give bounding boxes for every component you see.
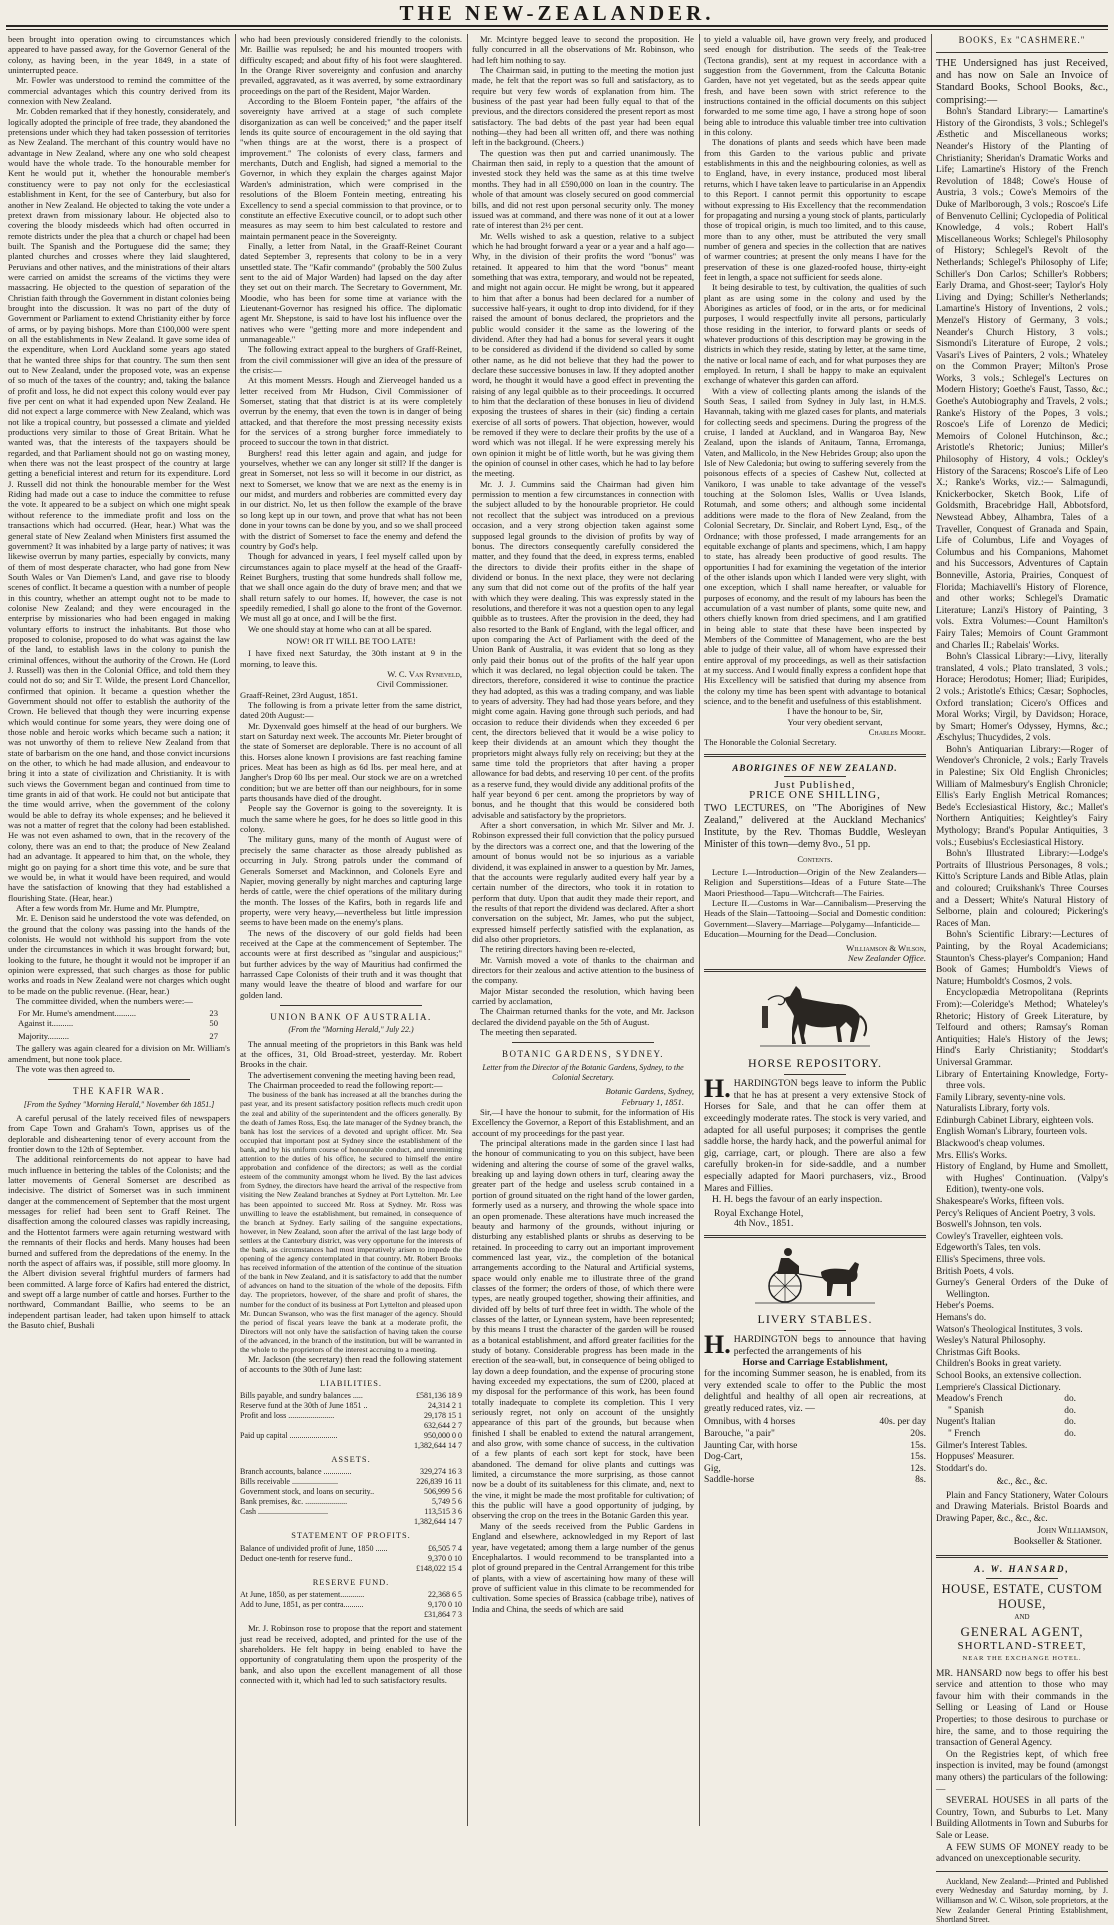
section-title: UNION BANK OF AUSTRALIA. xyxy=(270,1011,432,1022)
ad-text: A FEW SUMS OF MONEY ready to be advanced on unexceptionable security. xyxy=(936,1842,1108,1865)
divider xyxy=(48,1079,190,1080)
division-table xyxy=(18,1008,218,1041)
article-text: The following is from a private letter from the same district, dated 20th August:— xyxy=(240,700,462,721)
ad-text: MR. HANSARD now begs to offer his best service and attention to those who may favour him with their commands in the Selling or Leasing of Land or House Properties; to those desirous to purchase or hire, the same, and to those requiring the transaction of General Agency. xyxy=(936,1668,1108,1749)
article-text: The following extract appeal to the burghers of Graff-Reinet, from the civil commissioner will give an idea of the pressure of the crisis:— xyxy=(240,344,462,375)
article-text: The Chairman returned thanks for the vote, and Mr. Jackson declared the dividend payable on the 5th of August. xyxy=(472,1006,694,1027)
letter-closing: I have the honour to be, Sir, xyxy=(787,706,883,717)
ad-text: On the Registries kept, of which free inspection is invited, may be found (amongst many others) the particulars of the following:— xyxy=(936,1749,1108,1795)
column-3 xyxy=(472,34,694,1824)
ad-title: A. W. HANSARD, xyxy=(974,1563,1070,1574)
rate-row: Jaunting Car, with horse 15s. xyxy=(704,1439,926,1451)
table-row: Deduct one-tenth for reserve fund.. 9,370 0 10 xyxy=(240,1553,462,1563)
ad-text: for the incoming Summer season, he is enabled, from its very extended scale to offer to the Public the most delightful and healthy of all open air recreations, at greatly reduced rates, viz. — xyxy=(704,1367,926,1414)
article-text: Major Mistar seconded the resolution, which having been carried by acclamation, xyxy=(472,985,694,1006)
ad-text: H. HARDINGTON begs to announce that having perfected the arrangements of his xyxy=(704,1330,926,1360)
dropcap: H. xyxy=(704,1074,731,1104)
divider xyxy=(986,1578,1058,1579)
dropcap: H. xyxy=(704,1330,731,1360)
article-text: The annual meeting of the proprietors in this Bank was held at the offices, 31, Old Broad-street, yesterday. Mr. Robert Brooks in the chair. xyxy=(240,1038,462,1070)
article-text: The vote was then agreed to. xyxy=(16,1064,115,1074)
signature-title: Civil Commissioner. xyxy=(376,679,448,690)
assets-table xyxy=(240,1467,462,1527)
article-text: Mr. Fowler was understood to remind the committee of the commercial advantages which this country derived from its connexion with New Zealand. xyxy=(8,75,230,107)
article-text: According to the Bloem Fontein paper, "the affairs of the sovereignty have arrived at a stage of such complete disorganization as can well be conceived;" and the paper itself lends its quite source of encouragement in the old saying that "when things are at the worst, there is a prospect of improvement." The colonists of every class, farmers and merchants, Dutch and English, had signed a memorial to the Governor, in which they explain the charges against Major Warden's administration, which were comprised in the resolutions of the Bloem Fontein meeting, entreating his Excellency to send a special commission to that province, or to constitute an effective Executive council, or to adopt such other measures as may seem to him best calculated to restore and maintain permanent peace in the Sovereignty. xyxy=(240,96,462,241)
ad-text: Lecture II.—Customs in War—Cannibalism—Preserving the Heads of the Slain—Tattooing—Social and Domestic condition: Government—Slavery—Marriage—Polygamy—Infanticide—Education—Mourning for the Dead—Conclusion. xyxy=(704,898,926,940)
article-text: The Chairman proceeded to read the following report:— xyxy=(248,1080,443,1091)
table-row: Reserve fund at the 30th of June 1851 .. 24,314 2 1 xyxy=(240,1401,462,1411)
article-text: Mr. Dyxenvald goes himself at the head of our burghers. We start on Saturday next week. The accounts Mr. Pieter brought of the state of Somerset are deplorable. There is no account of all this. Horses alone known I provisions are fast reaching famine prices. Meat has been as high as 6d lbs. per meal here, and at Jangher's Drop 60 lbs per meal. Our stock we are on a wretched condition; but we are better off than our neighbours, for in some parts thousands have died of the drought. xyxy=(240,720,462,804)
column-divider xyxy=(699,34,700,1826)
column-4 xyxy=(704,34,926,1824)
list-item: Percy's Reliques of Ancient Poetry, 3 vols. xyxy=(936,1208,1096,1219)
ad-text: Lecture I.—Introduction—Origin of the New Zealanders—Religion and Superstitions—Ideas of a Future State—The Maori Priesthood—Tapu—Witchcraft—The Fairies. xyxy=(704,867,926,898)
article-text: Burghers! read this letter again and again, and judge for yourselves, whether we can any longer sit still? If the danger is great in Somerset, not less so will it become in our district, as next to Somerset, we know that we are next as the enemy is in our midst, and murders and robberies are committed every day in our district. No, let us then follow the example of the brave so long kept up in our town, and prove that what has not been done in your towns can be done by you, and so we shall proceed with the district of Somerset to face the enemy and defend the country by God's help. xyxy=(240,447,462,551)
article-text: A careful perusal of the lately received files of newspapers from Cape Town and Graham's Town, apprises us of the deplorable and disheartening tenor of every account from the frontier down to the 12th of September. xyxy=(8,1113,230,1155)
article-text: The gallery was again cleared for a division on Mr. William's amendment, but none took place. xyxy=(8,1043,230,1064)
proclamation: NOW! OR IT WILL BE TOO LATE! xyxy=(286,635,416,646)
ad-heading: SHORTLAND-STREET, xyxy=(957,1640,1087,1653)
list-item: Boswell's Johnson, ten vols. xyxy=(936,1220,1042,1231)
article-text: I have fixed next Saturday, the 30th instant at 9 in the morning, to leave this. xyxy=(240,648,462,669)
article-text: Though for advanced in years, I feel myself called upon by circumstances again to place myself at the head of the Graaff-Reinet Burghers, trusting that some hundreds shall follow me, that we shall once again do the duty of brave men; and that we shall return safely to our homes. If, however, the case is not speedily remedied, I shall go alone to the front of the Governor. We must all go at once, and I will be the first. xyxy=(240,551,462,624)
divider xyxy=(784,1074,846,1075)
rates-table xyxy=(704,1416,926,1486)
section-source: [From the Sydney "Morning Herald," November 6th 1851.] xyxy=(23,1099,215,1109)
table-row: Add to June, 1851, as per contra.......... 9,170 0 10 xyxy=(240,1600,462,1610)
table-row: Bills receivable ....................... 226,839 16 11 xyxy=(240,1477,462,1487)
masthead: THE NEW-ZEALANDER. xyxy=(399,1,715,25)
list-item: Shakespeare's Works, fifteen vols. xyxy=(936,1197,1065,1208)
rate-row: Barouche, "a pair" 20s. xyxy=(704,1427,926,1439)
article-text: The meeting then separated. xyxy=(480,1027,577,1037)
article-text: Mr. J. Robinson rose to propose that the report and statement just read be received, adopted, and printed for the use of the shareholders. He felt happy in being enabled to have the opportunity of congratulating them upon the prosperity of the bank, and also upon the excellent management of all those connected with it, which had led to such satisfactory results. xyxy=(240,1623,462,1685)
rate-row: Gig, 12s. xyxy=(704,1462,926,1474)
column-1 xyxy=(8,34,230,1824)
ad-text: H. H. begs the favour of an early inspection. xyxy=(712,1194,883,1206)
list-item: British Poets, 4 vols. xyxy=(936,1266,1014,1277)
horse-illustration xyxy=(760,978,870,1050)
list-item: Hemans's do. xyxy=(936,1312,987,1323)
ad-title: HORSE REPOSITORY. xyxy=(748,1056,882,1071)
table-row: Branch accounts, balance .............. 329,274 16 3 xyxy=(240,1467,462,1477)
article-text: It being desirable to test, by cultivation, the qualities of such plant as are using some in the colony and used by the Aborigines as articles of food, or in the arts, or for medicinal purposes, I would respectfully invite all persons, particularly those residing in the interior, to forward plants or seeds of whatever productions of this description may be growing in the districts in which they reside, stating by letter, at the same time, the native or local name of each, and for what purposes they are employed. In return, I shall be happy to make an equivalent exchange of whatever this garden can afford. xyxy=(704,282,926,386)
list-item: Watson's Theological Institutes, 3 vols. xyxy=(936,1324,1083,1335)
divider xyxy=(784,1330,846,1331)
list-item: Christmas Gift Books. xyxy=(936,1347,1021,1358)
article-text: Mr. Cobden remarked that if they honestly, considerately, and logically adopted the principle of free trade, they abandoned the pretensions under which they had taken possession of territories as New Zealand. The merchant of this country would have no advantage in New Zealand, where any one who sold cheapest would have the whole trade. To the honourable member for Kent he would put it, whether the honourable member's constituency were to pay not only for the ecclesiastical establishment in Kent, for the see of Canterbury, but also for another in New Zealand. He objected to taking the vote under a pretext drawn from missionary labour. He objected also to covering the bloody misdeeds which had often occurred in remote districts under the plea that a church or chapel had been built. The Spanish and the Portuguese did the same; they planted churches and crosses where they laid slaughtered, Peruvians and other natives, and the ministrations of their altars were carried on amidst the screams of the victims they were massacring. He objected to the question of separation of the Christian faith through the Government in distant colonies being brought into the discussion. It was no part of the duty of Government or Parliament to extend Christianity either by force of arms, or by paying bishops. More than £100,000 were spent on all the establishments in New Zealand. It gave some idea of the expenditure, when Lord Auckland some years ago stated that he wanted three ships for that country. The sum then sent out to New Zealand, under the proposed vote, was an expense of so much of the taxes of the country; and, taking the balance of profit and loss, he did not expect this colony would ever pay five per cent on what it had expended upon New Zealand. He did not expect a large commerce with New Zealand, which was not like a tropical country, but possessed a climate and yielded productions very similar to those of Great Britain. What he wanted was, that the interests of the taxpayers should be regarded, and that Parliament should not go on wasting money, when there was not the least prospect of the country at large getting a beneficial interest and return for its expenditure. Lord J. Russell did not think the honourable member for the West Riding had made out a case to induce the committee to refuse the vote. It appeared to be a subject on which one might speak without reference to the immediate profit and loss on the transactions which had occurred. (Hear, hear.) What was the general state of New Zealand when Ministers first assumed the government? It was inhabited by a large party of natives; it was likewise overrun by many parties, especially by convicts, many of them of most desperate character, who had gone from New South Wales or Van Diemen's Land, and gave rise to bloody scenes of conflict. It became a question with a number of people in this country, whether an attempt ought not to be made to colonise New Zealand; and they were encouraged in the enterprise by missionaries who had been engaged in making voluntary efforts to instruct the inhabitants. But those who proposed to colonise, proposed to do what was against the law of the land, to establish laws in the colony to punish the criminal offences, without the authority of the Crown. He (Lord J. Russell) was then in the Colonial Office, and told them they could not do so; and Sir T. Wilde, the present Lord Chancellor, confirmed that opinion. It became a question whether the Government should not offer to establish the authority of the Crown. He believed that though they were incurring expense which would continue for some years, they were doing one of those noble and heroic works which became such a nation; it was not unworthy of them to relieve New Zealand from that state of barbarism on the one hand, and those convict incursions on the other, to which he had made allusion, and endeavour to bring it into a state of civilization and Christianity. It is with such views the Government began and continued from time to time grants in aid of that work. He could not but anticipate that the time would arrive, when the government of the colony would be able to defray its whole expenses; and he believed it was not a matter of regret that the colony had been established. He was not even ashamed to own, that in the recovery of the colony, there was an end to that; the produce of New Zealand had an advantage. It appeared to him that, on the whole, they might go on paying for a short time this vote, and be sure that we would be, in what it would have been required, and would have the satisfaction of knowing that they had established a flourishing State. (Hear, hear.) xyxy=(8,106,230,903)
article-text: who had been previously considered friendly to the colonists. Mr. Baillie was repulsed; he and his mounted troopers with difficulty escaped; and about fifty of his foot were slaughtered. In the Orange River sovereignty and confusion and anarchy prevailed, aggravated, as it was averred, by some extraordinary proceedings on the part of the Resident, Major Warden. xyxy=(240,34,462,96)
article-text: The committee divided, when the numbers were:— xyxy=(16,995,193,1006)
dateline: Botanic Gardens, Sydney, xyxy=(605,1086,694,1097)
signature: W. C. Van Ryneveld, xyxy=(387,668,462,679)
ad-date: 4th Nov., 1851. xyxy=(734,1218,794,1230)
table-row: " Spanish do. xyxy=(948,1405,1076,1416)
table-title: LIABILITIES. xyxy=(319,1378,382,1388)
ad-subtitle: Just Published, xyxy=(774,779,856,792)
article-text: Mr. Jackson (the secretary) then read the following statement of accounts to the 30th of June last: xyxy=(240,1354,462,1375)
ad-heading: HOUSE, ESTATE, CUSTOM HOUSE, xyxy=(941,1582,1103,1612)
table-row: 632,644 2 7 xyxy=(424,1421,462,1431)
list-item: Wesley's Natural Philosophy. xyxy=(936,1336,1046,1347)
article-text: At this moment Messrs. Hough and Zierveogel handed us a letter received from Mr Hudson, Civil Commissioner of Somerset, stating that that district is at its were completely overrun by the enemy, that even the town is in danger of being attacked, and that therefore the most pressing necessity exists for the services of a strong burgher force immediately to proceed to succour the town in that district. xyxy=(240,375,462,448)
dateline: February 1, 1851. xyxy=(621,1096,684,1107)
profits-table xyxy=(240,1544,462,1574)
ad-title: BOOKS, Ex "CASHMERE." xyxy=(958,35,1086,45)
article-text: The Chairman said, in putting to the meeting the motion just made, he felt that the report was so full and satisfactory, as to require but very few words of explanation from him. The business of the past year had been fully equal to that of the previous, and the directors considered the present report as most satisfactory. The bad debts of the past year had been equal nothing—they had been all written off, and there was nothing left in the background. (Cheers.) xyxy=(472,65,694,148)
rate-row: Omnibus, with 4 horses 40s. per day xyxy=(704,1416,926,1428)
column-divider xyxy=(467,34,468,1826)
divider xyxy=(936,1871,1108,1872)
book-items xyxy=(936,1070,1108,1395)
list-item: Ellis's Specimens, three vols. xyxy=(936,1255,1046,1265)
reserve-table xyxy=(240,1590,462,1620)
section-source: (From the "Morning Herald," July 22.) xyxy=(288,1025,414,1035)
ad-text: THE Undersigned has just Received, and has now on Sale an Invoice of Standard Books, School Books, &c., comprising:— xyxy=(936,57,1108,106)
table-row: Government stock, and loans on security.. 506,999 5 6 xyxy=(240,1487,462,1497)
divider xyxy=(704,754,926,757)
article-text: The donations of plants and seeds which have been made from this Garden to the various public and private establishments in this and the neighbouring colonies, as well as to England, have, in every instance, produced most liberal returns, which I have taken leave to particularise in an Appendix to this Report. I cannot permit this opportunity to escape without expressing to His Excellency that the recommendation for propagating and nursing a young stock of plants, particularly those of tropical origin, is much too limited, and to this cause, more than to any other, must be attributed the very small number of genera and species in the collection that are natives of warmer countries; at present the only means I have for the preservation of these is one glazed-roofed house, thirty-eight feet in length, a space not sufficient for seeds alone. xyxy=(704,137,926,282)
article-text: Mr. Mcintyre begged leave to second the proposition. He fully concurred in all the observations of Mr. Robinson, who had left him nothing to say. xyxy=(472,34,694,65)
ad-text: H. HARDINGTON begs leave to inform the Public that he has at present a very extensive Stock of Horses for Sale, and that he can offer them at exceedingly moderate rates. The stock is very varied, and adapted for all useful purposes; it comprises the gentle saddle horse, the hardy hack, and the powerful animal for gig, carriage, cart, or plough. There are also a few carefully broken-in for side-saddle, and a number especially adapted for Maori purchasers, viz., Brood Mares and Fillies. xyxy=(704,1074,926,1194)
ad-text: SEVERAL HOUSES in all parts of the Country, Town, and Suburbs to Let. Many Building Allotments in Town and Suburbs for Sale or Lease. xyxy=(936,1796,1108,1841)
section-title: THE KAFIR WAR. xyxy=(72,1086,166,1097)
table-row: Bills payable, and sundry balances ..... £581,136 18 9 xyxy=(240,1391,462,1401)
letter-closing: Your very obedient servant, xyxy=(787,716,883,727)
carriage-illustration xyxy=(755,1244,875,1306)
article-text: Mr. J. J. Cummins said the Chairman had given him permission to mention a few circumstances in connection with the subject alluded to by the honourable proprietor. He could not recollect that the subject was introduced on a previous occasion, and a very strong objection taken against some supposed legal grounds to the division of profits by way of bonus. The directors consequently carefully considered the matter, and they found that the deed, in express terms, enabled the directors to divide their profits either in the shape of dividend or bonus. In the next place, they were not declaring any sum that did not come out of the profits of the half year with which they were dealing. This was expressly stated in the resolutions, and therefore it was not a question open to any legal quibble as to trustees. After the provision in the deed, they had also resorted to the Bank of England, with the legal officer, and upon comparing the Act of Parliament with the deed of the Union Bank of Australia, it was evident that so long as they only paid their bonus out of the profits of the half year upon which it was declared, no legal objection could be taken. The directors, therefore, considered it wise to continue the practice they had adopted, as this was a trading company, and was liable to years of adversity. They had had those years before, and they might come again. Having gone through such periods, and had occasion to reduce their dividends when they exceeded 6 per cent, the directors believed that it would be a wise policy to keep their dividends at an amount which they thought the proprietors might always fully rely on receiving; but they at the same time told the proprietors that after having a proper allowance for bad debts, and reserving 10 per cent. of the profits as a reserve fund, they would divide any additional profits of the half year beyond 6 per cent. among the proprietors by way of bonus, and he thought that this would be considered both advisable and satisfactory by the proprietors. xyxy=(472,478,694,820)
book-list: Bohn's Scientific Library:—Lectures of Painting, by the Royal Academicians; Staunton's Chess-player's Companion; Hand Book of Games; Humboldt's Views of Nature; Humboldt's Cosmos, 2 vols. xyxy=(936,930,1108,987)
list-item: Edgeworth's Tales, ten vols. xyxy=(936,1243,1041,1254)
article-text: People say the Governor is going to the sovereignty. It is much the same where he goes, for he does so little good in this colony. xyxy=(240,803,462,835)
table-row: Stoddart's do. xyxy=(936,1463,988,1474)
etc-line: &c., &c., &c. xyxy=(996,1477,1048,1488)
divider xyxy=(704,1235,926,1238)
publisher: Williamson & Wilson, xyxy=(846,942,926,953)
table-title: ASSETS. xyxy=(331,1455,371,1465)
article-text: Finally, a letter from Natal, in the Graaff-Reinet Courant dated September 3, represents that colony to be in a very unsettled state. The "Kafir commando" (probably the 500 Zulus sent to the aid of Major Warden) had lapsed on the day after they set out on their march. The Secretary to Government, Mr. Moodie, who has been for some time at variance with the Lieutenant-Governor has resigned his office. The diplomatic agent Mr. Shepstone, is said to have lost his influence over the natives who were "getting more and more independent and unmanageable." xyxy=(240,240,462,344)
table-row: Balance of undivided profit of June, 1850 ...... £6,505 7 4 xyxy=(240,1543,462,1553)
section-source: Letter from the Director of the Botanic Gardens, Sydney, to the Colonial Secretary. xyxy=(482,1062,684,1083)
contents-heading: Contents. xyxy=(797,853,833,864)
article-text: We one should stay at home who can at all be spared. xyxy=(248,623,432,634)
column-2 xyxy=(240,34,462,1824)
division-row: Against it.......... 50 xyxy=(18,1018,218,1029)
divider xyxy=(280,1005,422,1006)
addressee: The Honorable the Colonial Secretary. xyxy=(704,737,837,748)
column-5 xyxy=(936,34,1108,1925)
article-text: The news of the discovery of our gold fields had been received at the Cape at the commencement of September. The accounts were at first described as "singular and auspicious;" but further advices by the way of Mauritius had confirmed the harrassed Cape Colonists of their truth and it was thought that many would leave the theatre of blood and warfare for our golden land. xyxy=(240,927,462,1000)
article-text: After a few words from Mr. Hume and Mr. Plumptre, xyxy=(16,902,200,913)
list-item: English Woman's Library, fourteen vols. xyxy=(936,1127,1088,1138)
book-list: Bohn's Classical Library:—Livy, literally translated, 4 vols.; Plato translated, 3 vols.; Horace; Herodotus; Homer; Iliad; Euripides, 2 vols.; Aristotle's Ethics; Cæsar; Sophocles, Oxford translation; Cicero's Offices and Moral Works; Virgil, by Davidson; Horace, by Smart; Homer's Odyssey, Hymns, &c.; Æschylus; Thucydides, 2 vols. xyxy=(936,652,1108,744)
book-list: Encyclopædia Metropolitana (Reprints From):—Coleridge's Method; Whateley's Rhetoric; History of Greek Literature, by Telfourd and others; Ramsay's Roman Antiquities; Hale's History of the Jews; Hind's Early Christianity; Stoddart's Universal Grammar. xyxy=(936,988,1108,1068)
list-item: School Books, an extensive collection. xyxy=(936,1370,1082,1381)
article-text: Many of the seeds received from the Public Gardens in England and elsewhere, acknowledged in my Report of last year, have vegetated; among them a large number of the genus Encephalartos. I would recommend to be transplanted into a plot of ground prepared in the Central Arrangement for this tribe of plants, with a view of ascertaining how many of these will prove of sufficient value in this climate to be recommended for cultivation. Some species of Brassica (cabbage tribe), natives of India and China, the seeds of which are said xyxy=(472,1520,694,1614)
list-item: Children's Books in great variety. xyxy=(936,1359,1062,1370)
signature-title: Bookseller & Stationer. xyxy=(1013,1537,1102,1548)
imprint: Auckland, New Zealand:—Printed and Published every Wednesday and Saturday morning, by J. Williamson and W. C. Wilson, sole proprietors, at the New Zealander General Printing Establishment, Shortland Street. xyxy=(936,1876,1108,1925)
list-item: Blackwood's cheap volumes. xyxy=(936,1139,1045,1150)
section-title: BOTANIC GARDENS, SYDNEY. xyxy=(501,1049,665,1060)
table-row: Nugent's Italian do. xyxy=(936,1417,1076,1428)
article-text: to yield a valuable oil, have grown very freely, and produced seed enough for distribution. The seeds of the Teak-tree (Tectona grandis), sent at my request in accordance with a suggestion from the Government, from the Calcutta Botanic Garden, have not yet vegetated, but as the seeds appear quite fresh, and have been sown with strict reference to the instructions contained in the official documents on this subject forwarded to me some time ago, I have a strong hope of soon being able to introduce this valuable timber tree into cultivation in this colony. xyxy=(704,34,926,138)
article-text: The retiring directors having been re-elected, xyxy=(480,944,636,955)
book-list: Bohn's Standard Library:— Lamartine's History of the Girondists, 3 vols.; Schlegel's Æsthetic and Miscellaneous works; Neander's History of the Planting of Christianity; Sheridan's Dramatic Works and Life; Lamartine's History of the French Revolution of 1848; Cowe's House of Austria, 3 vols.; Cowe's Memoirs of the Duke of Marlborough, 3 vols.; Roscoe's Life of Benvenuto Cellini; Cyclopedia of Political Knowledge, 4 vols.; Robert Hall's Miscellaneous Works; Schlegel's Philosophy of History; Schlegel's Revolt of the Netherlands; Schlegel's Philosophy of Life; Schiller's Don Carlos; Schiller's Robbers; Early Drama, and Ghost-seer; Taylor's Holy Living and Dying; Schiller's Netherlands; Lamartine's History of Inventions, 2 vols.; Menzel's History of Germany, 3 vols.; Neander's Church History, 3 vols.; Sismondi's Literature of Europe, 2 vols.; Vasari's Lives of Painters, 2 vols.; Whateley on the Common Prayer; Milton's Prose Works, 3 vols.; Schlegel's Lectures on Modern History; Goethe's Faust, Tasso, &c.; Goethe's Autobiography and Travels, 2 vols.; Ranke's History of the Popes, 3 vols.; Roscoe's Life of Lorenzo de Medici; Memoirs of Colonel Hutchinson, &c.; Aristotle's Rhetoric; Junius; Miller's Philosophy of History, 4 vols.; Ockley's History of the Saracens; Roscoe's Life of Leo X.; Ranke's Works, viz.:— Salmagundi, Knickerbocker, Sketch Book, Life of Goldsmith, Bracebridge Hall, Abbotsford, Newstead Abbey, Alhambra, Tales of a Traveller, Conquest of Granada and Spain, Life of Columbus, Life and Voyages of Columbus and his Companions, Mahomet and his Successors, Adventures of Captain Bonneville, Astoria, Prairies, Conquest of Florida; Machiavelli's History of Florence, and other works; Schlegel's Dramatic Literature; Lanzi's History of Painting, 3 vols. Extra Volumes:—Count Hamilton's Fairy Tales; Memoirs of Count Grammont and Charles II.; Rabelais' Works. xyxy=(936,107,1108,651)
table-title: RESERVE FUND. xyxy=(312,1577,390,1587)
table-row: 1,382,644 14 7 xyxy=(414,1441,462,1451)
list-item: Mrs. Ellis's Works. xyxy=(936,1150,1008,1161)
article-text: Mr. Wells wished to ask a question, relative to a subject which he had brought forward a year or a year and a half ago—Why, in the division of their profits the word "bonus" was retained. It appeared to him that the word "bonus" meant something that was extra, temporary, and would not be repeated, and might not again occur. He might be wrong, but it appeared to him that after a bonus had been declared for a number of successive half-years, it ought to drop into dividend, for if they raised the amount of bonus declared, the proprietors and the public would consider it the same as the lowering of the dividend. After they had had a bonus for several years it ought to be considered as dividend if the dividend so called by some other name, as he did not believe that they had the power to declare these successive bonuses in law. If they adopted another word, he thought it would have a good effect in preventing the raising of any legal quibble as to their proceedings. It occurred to him that the declaration of these bonuses in lieu of dividend exposing the trustees of shares in their (sic) finding a certain exercise of all sorts of powers. That objection, however, would be removed if they were to declare their profits by the use of a word which was not illegal. If he were expressing merely his own opinion it might be of little worth, but he was giving them the opinion of counsel in other cases, which he had to lay before the meeting. xyxy=(472,230,694,479)
list-item: Edinburgh Cabinet Library, eighteen vols. xyxy=(936,1115,1094,1126)
article-text: The military guns, many of the month of August were of precisely the same character as those already published as occurring in July. Strong patrols under the command of Generals Somerset and Mackinnon, and Colonels Eyre and Napier, moving generally by night marches and capturing large herds of cattle, were the chief operations of the military during the month. The losses of the Kafirs, both in regards life and property, were very heavy,—nevertheless but little impression seems to have been made on the enemy's plans. xyxy=(240,834,462,928)
ad-location: NEAR THE EXCHANGE HOTEL. xyxy=(962,1655,1082,1663)
column-divider xyxy=(235,34,236,1826)
list-item: Naturalists Library, forty vols. xyxy=(936,1104,1050,1115)
article-text: been brought into operation owing to circumstances which appeared to have passed away, for the Governor General of the colony, as having been, in the year 1849, in a state of uninterrupted peace. xyxy=(8,34,230,76)
table-row: " French do. xyxy=(948,1428,1076,1439)
table-row: Gilmer's Interest Tables. xyxy=(936,1440,1028,1451)
table-title: STATEMENT OF PROFITS. xyxy=(291,1531,411,1541)
masthead-rule-thin xyxy=(6,29,1108,30)
column-divider xyxy=(931,34,932,1826)
table-row: £148,022 15 4 xyxy=(416,1563,462,1573)
list-item: Lempriere's Classical Dictionary. xyxy=(936,1382,1061,1393)
article-text: Mr. Varnish moved a vote of thanks to the chairman and directors for their zealous and active attention to the business of the company. xyxy=(472,954,694,986)
divider xyxy=(784,776,846,777)
ad-heading: GENERAL AGENT, xyxy=(960,1624,1084,1640)
article-text: After a short conversation, in which Mr. Silver and Mr. J. Robinson expressed their full conviction that the policy pursued by the directors was a correct one, and that the lowering of the amount of bonus would not be so injurious as a variable dividend, it was explained in answer to a question by Mr. James, that the accounts were regularly audited every half year by a certain number of the directors, who took it in rotation to perform that duty. Upon that audit they made their report, and the results of that report the dividend was declared. After a short conversation on the subject, Mr. James, who put the subject, expressed himself perfectly satisfied with the explanation, as did also other proprietors. xyxy=(472,820,694,944)
ad-title: LIVERY STABLES. xyxy=(757,1312,873,1327)
table-row: Bank premises, &c. ..................... 5,749 5 6 xyxy=(240,1497,462,1507)
article-text: The advertisement convening the meeting having been read, xyxy=(248,1069,456,1080)
dictionary-table xyxy=(936,1394,1076,1475)
ad-title: ABORIGINES OF NEW ZEALAND. xyxy=(732,762,898,773)
table-row: Meadow's French do. xyxy=(936,1394,1076,1405)
ad-price: PRICE ONE SHILLING, xyxy=(749,789,881,802)
rate-row: Saddle-horse 8s. xyxy=(704,1474,926,1486)
publisher-office: New Zealander Office. xyxy=(847,952,926,963)
divider xyxy=(936,52,1108,53)
list-item: Family Library, seventy-nine vols. xyxy=(936,1092,1066,1103)
table-row: At June, 1850, as per statement............ 22,368 6 5 xyxy=(240,1590,462,1600)
signature: Charles Moore. xyxy=(868,727,926,738)
signature: John Williamson, xyxy=(1037,1525,1108,1536)
article-text: The question was then put and carried unanimously. The Chairman then said, in reply to a question that the amount of invested stock they held was the same as at this time twelve months. They had in all £590,000 on loan in the country. The whole of that amount was closely secured on good commercial bills, and did not rest upon personal security only. The money issued was at command, and there was none of it out at a lower rate of interest than 2½ per cent. xyxy=(472,147,694,231)
list-item: Cowley's Traveller, eighteen vols. xyxy=(936,1231,1064,1242)
table-row: Hoppuses' Measurer. xyxy=(936,1452,1015,1463)
divider xyxy=(512,1042,654,1043)
book-list: Bohn's Illustrated Library:—Lodge's Portraits of Illustrious Personages, 8 vols.; Kitto's Scripture Lands and Bible Atlas, plain and coloured; Cruikshank's Three Courses and a Dessert; White's Natural History of Selborne, plain and coloured; Pickering's Races of Man. xyxy=(936,849,1108,929)
table-row: Paid up capital ........................ 950,000 0 0 xyxy=(240,1431,462,1441)
report-text: The business of the bank has increased at all the branches during the past year, and its present satisfactory position reflects much credit upon the zeal and ability of the superintendent and the officers generally. By the death of James Ross, Esq. the late manager of the Sydney branch, the bank has lost the services of a devoted and upright officer. Mr. Sea occupied that important post at Sydney since the establishment of the bank, and by his uniform course of honourable conduct, and unremitting attention to the duties of his office, he secured to himself the entire approbation and confidence of the directors; as well as the cordial esteem of the community amongst whom he lived. By the last advices from Sydney, the directors have heard the arrival of the respective from visiting the New Zealand branches at Sydney at Port Lyttelton. Mr. Lee has been appointed to succeed Mr. Ross at Sydney. Mr. Ross was unwilling to leave the establishment, but remained, in consequence of the branch at Sydney. Early sailing of the sanguine expectations, however, in New Zealand, soon after the arrival of the last large body of settlers at the Canterbury district, was very opportune for the interests of the bank, as circumstances had most imperatively arisen to impede the opening of the agency contemplated in that country. Mr. Robert Brooks has received information of the attention of the continue of the situation of the bank in New Zealand, and it is satisfactory to add that the number of advances on hand to the situation of the whole of the deposits. Fifth day. The proprietors, however, of the share and profit of shares, the number for the conduct of its business at Port Lyttelton and pleased upon Mr. Duncan Swanson, who was the first manager of the agency. Should the period of fiscal years leave the bank at a moderate profit, the Directors will not only have the satisfaction of having taken the course of the advanced, in the branch of the institution, but will be warranted in the whole to the proprietors of the interest accruing to a meeting. xyxy=(240,1090,462,1354)
division-row: For Mr. Hume's amendment.......... 23 xyxy=(18,1008,218,1019)
list-item: Gurney's General Orders of the Duke of Wellington. xyxy=(936,1278,1108,1300)
article-text: Mr. E. Denison said he understood the vote was defended, on the ground that the colony was passing into the hands of the colonists. He would not withhold his support from the vote under the circumstances in which it was brought forward; but, looking to the future, he thought it would not be improper if an opinion were expressed, that such charges as those for public works and roads in New Zealand were not charges which ought to be made on the public revenue. (Hear, hear.) xyxy=(8,913,230,996)
ad-subtitle: Horse and Carriage Establishment, xyxy=(742,1356,888,1368)
table-row: £31,864 7 3 xyxy=(424,1610,462,1620)
divider xyxy=(936,1555,1108,1558)
list-item: Library of Entertaining Knowledge, Forty-three vols. xyxy=(936,1069,1108,1092)
division-row: Majority.......... 27 xyxy=(18,1031,218,1042)
dateline: Graaff-Reinet, 23rd August, 1851. xyxy=(240,689,358,700)
ad-address: Royal Exchange Hotel, xyxy=(714,1207,804,1219)
article-text: Sir,—I have the honour to submit, for the information of His Excellency the Governor, a Report of this Establishment, and an account of my proceedings for the past year. xyxy=(472,1107,694,1138)
article-text: The additional reinforcements do not appear to have had much influence in bettering the tables of the Colonists; and the latter movements of General Somerset are described as indecisive. The district of Somerset was in such imminent danger at the commencement of September that the most urgent messages for relief had been sent to Graff Reinet. The disaffection among the coloured classes was rapidly increasing, and the Hottentot farmers were again returning westward with the remnants of their flocks and herds. Many houses had been burned and suffered from the depredations of the enemy. In the north the aspect of affairs was, if possible, still more gloomy. In the Albert division several frightful murders of farmers had been committed. A large force of Kafirs had entered the district, and swept off a large number of cattle and horses. Further to the northward, Commandant Baillie, who seems to be an independent partisan leader, had taken upon himself to attack the Basuto chief, Bushali xyxy=(8,1154,230,1330)
liabilities-table xyxy=(240,1391,462,1451)
ad-heading-and: AND xyxy=(1014,1613,1030,1622)
list-item: Heber's Poems. xyxy=(936,1301,994,1312)
table-row: Profit and loss ....................... 29,178 15 1 xyxy=(240,1411,462,1421)
table-row: Cash ................................... 113,515 3 6 xyxy=(240,1507,462,1517)
ad-text: Plain and Fancy Stationery, Water Colours and Drawing Materials. Bristol Boards and Drawing Paper, &c., &c., &c. xyxy=(936,1490,1108,1525)
masthead-rule xyxy=(6,25,1108,27)
article-text: The principal alterations made in the garden since I last had the honour of communicating to you on this subject, have been widening and altering the course of some of the gravel walks, breaking up and laying down others in turf, clearing away the greater part of the hedge and useless scrub contained in a portion of ground situated on the right hand of the lower garden, formerly used as a nursery, and throwing the whole space into an open promenade. These alterations have much increased the beauty and harmony of the grounds, without injuring or disturbing any established plants or shrubs as deserving to be retained. In proceeding to carry out an important improvement commenced last year, viz., the completion of the botanical arrangements according to the Natural and Artificial systems, space would only enable me to illustrate three of the grand classes of the former; the orders of those, of which there were types, are neatly grouped together, showing their affinities, and divided off by belts of turf three feet in width. The whole of the classes of the latter, or Lynnean system, have been represented; by this means I trust the character of the garden will be roused as a botanical establishment, and afford greater facilities for the study of botany. Considerable progress has been made in the erection of the sea-wall, but, in consequence of being obliged to lay down a deep foundation, and the expense of procuring stone having exceeded my expectations, the sum of £200, placed at my disposal for the performance of this work, has been found totally inadequate to complete its completion. This I very seriously regret, not only on account of the unsightly appearance of this part of the grounds, but because when finished I shall be enabled to extend the natural arrangement, and also grow, with some chance of success, in the cultivation of a few plants of each sort kept for stock, have been abandoned. The demand for olive plants and cuttings was limited, a circumstance the more surprising, as those cannot now be a doubt of its suitableness for this climate, and, next to the vine, it might be made the most profitable for cultivation; of this the public will have a good opportunity of judging, by observing the crop on the trees in the Botanic Garden this year. xyxy=(472,1138,694,1521)
book-list: Bohn's Antiquarian Library:—Roger of Wendover's Chronicle, 2 vols.; Early Travels in Palestine; Six Old English Chronicles; William of Malmesbury's English Chronicle; Ellis's Early English Metrical Romances; Bede's Ecclesiastical History, &c.; Mallet's Northern Antiquities; Keightley's Fairy Mythology; Brand's Popular Antiquities, 3 vols.; Eusebius's Ecclesiastical History. xyxy=(936,744,1108,848)
ad-text: TWO LECTURES, on "The Aborigines of New Zealand," delivered at the Auckland Mechanics' Institute, by the Rev. Thomas Buddle, Wesleyan Minister of this town—demy 8vo., 51 pp. xyxy=(704,802,926,850)
divider xyxy=(704,969,926,972)
list-item: History of England, by Hume and Smollett, with Hughes' Continuation. (Valpy's Edition), twenty-one vols. xyxy=(936,1162,1108,1196)
article-text: With a view of collecting plants among the islands of the South Seas, I sailed from Sydney in July last, in H.M.S. Havannah, taking with me glazed cases for plants, and materials for collecting seeds and specimens. During the progress of the cruise, I landed at Auckland, and in Wangaroa Bay, New Zealand, upon the islands of Anitaum, Tanna, Erromanga, Vaten, and Mallicolo, in the New Hebrides Group; also upon the Isle of New Caledonia; but owing to suffering severely from the poisonous effects of a species of Cashew Nut, collected at Vanikoro, I was unable to take advantage of the vessel's touching at the Solomon Isles, Wallis or Uvea Islands, Rotumah, and some others; and although some incidental additions were made to the flora of New Zealand, from the Colonial Secretary, Dr. Sinclair, and Robert Lynd, Esq., of the Ordnance; with those professed, I made arrangements for an equitable exchange of plants and specimens, which, I am happy to state, has already been productive of good results. The opportunities I had for examining the vegetation of the interior of the other islands upon which I landed were very slight, with one exception, which I shall name hereafter, or valuable for purposes of economy, and the result of my labours has been the accumulation of a vast number of plants, some quite new, and others chiefly known from dried specimens, and I am gratified in being able to state that these have been inspected by Members of the Committee of Management, who are the best able to judge of their value, all of whom have expressed their entire approval of my proceedings, as well as their satisfaction at my success. And I would finally express a confident hope that His Excellency will be satisfied that during my absence from the colony my time has been spent with advantage to botanical science, and to the benefit and usefulness of this establishment. xyxy=(704,385,926,706)
table-row: 1,382,644 14 7 xyxy=(414,1517,462,1527)
rate-row: Dog-Cart, 15s. xyxy=(704,1451,926,1463)
